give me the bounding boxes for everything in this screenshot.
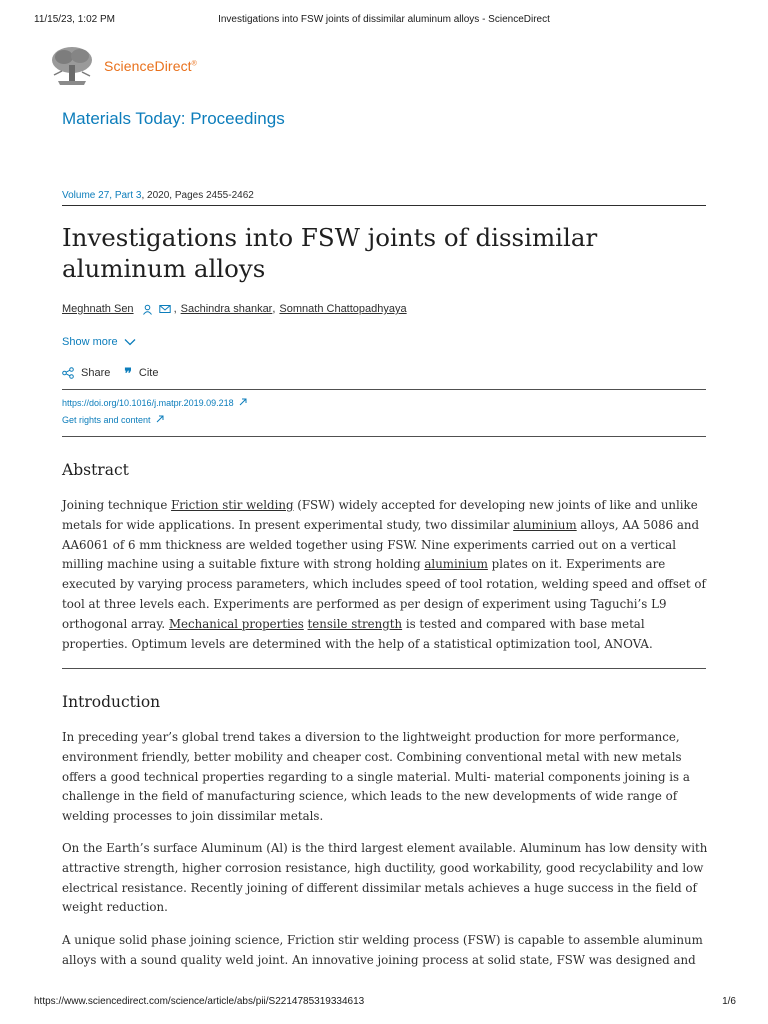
- author-link[interactable]: Sachindra shankar: [180, 303, 273, 315]
- divider: [62, 668, 706, 669]
- external-link-icon: [239, 398, 247, 406]
- share-label: Share: [81, 367, 111, 379]
- show-more-label: Show more: [62, 336, 118, 348]
- person-icon[interactable]: [142, 304, 153, 315]
- abstract-text: Joining technique Friction stir welding (FSW) widely accepted for developing new joints of like and unlike metals for wide applications. In present experimental study, two dissimilar aluminium alloys, AA 5086 and AA6061 of 6 mm thickness are welded together using FSW. Nine experiments carried out on a vertical milling machine using a suitable fixture with strong holding aluminium plates on it. Experiments are executed by varying process parameters, which includes speed of tool rotation, welding speed and offset of tool at three levels each. Experiments are performed as per design of experiment using Taguchi’s L9 orthogonal array. Mechanical properties tensile strength is tested and compared with base metal properties. Optimum levels are determined with the help of a statistical optimization tool, ANOVA.: [62, 498, 706, 651]
- volume-link[interactable]: Volume 27, Part 3: [62, 190, 142, 201]
- volume-pages: , 2020, Pages 2455-2462: [141, 190, 254, 201]
- author-separator: ,: [173, 303, 177, 315]
- divider: [62, 389, 706, 390]
- journal-title-link[interactable]: Materials Today: Proceedings: [62, 109, 285, 128]
- author-separator: ,: [272, 303, 276, 315]
- keyword-link[interactable]: Mechanical properties: [168, 616, 304, 631]
- author-list: [62, 303, 407, 315]
- print-url: https://www.sciencedirect.com/science/article/abs/pii/S2214785319334613: [34, 996, 365, 1007]
- share-icon: [62, 367, 74, 379]
- keyword-link[interactable]: Friction stir welding: [171, 498, 294, 512]
- intro-paragraph: In preceding year’s global trend takes a diversion to the lightweight production for more performance, environment friendly, better mobility and cheaper cost. Combining conventional metal with new metals offers a good technical properties regarding to a single material. Multi- material components joining is a challenge in the field of manufacturing science, which leads to the new developments of wide range of welding processes to join dissimilar metals.: [62, 730, 690, 824]
- share-button[interactable]: [62, 367, 110, 379]
- print-datetime: 11/15/23, 1:02 PM: [34, 14, 115, 25]
- page-number: 1/6: [722, 996, 736, 1007]
- author-link[interactable]: Somnath Chattopadhyaya: [279, 303, 407, 315]
- elsevier-tree-icon: [48, 45, 96, 87]
- keyword-link[interactable]: tensile strength: [307, 616, 403, 631]
- site-logo[interactable]: [48, 44, 197, 88]
- divider: [62, 205, 706, 206]
- brand-name: ScienceDirect®: [104, 58, 197, 74]
- keyword-link[interactable]: aluminium: [513, 517, 577, 532]
- print-header: [0, 14, 768, 28]
- divider: [62, 436, 706, 437]
- intro-paragraph: On the Earth’s surface Aluminum (Al) is the third largest element available. Aluminum has low density with attractive strength, higher corrosion resistance, high ductility, good workability, good recyclability and low electrical resistance. Recently joining of different dissimilar metals achieves a huge success in the field of weight reduction.: [62, 841, 708, 915]
- article-title: Investigations into FSW joints of dissimilar aluminum alloys: [62, 223, 598, 283]
- show-more-button[interactable]: [62, 336, 136, 348]
- cite-button[interactable]: [124, 367, 158, 379]
- rights-link[interactable]: Get rights and content: [62, 415, 164, 425]
- keyword-link[interactable]: aluminium: [424, 557, 488, 572]
- cite-label: Cite: [138, 367, 159, 379]
- doi-link[interactable]: https://doi.org/10.1016/j.matpr.2019.09.218: [62, 398, 247, 408]
- print-footer: [0, 996, 768, 1010]
- chevron-down-icon: [124, 338, 136, 346]
- email-icon[interactable]: [159, 304, 171, 314]
- quote-icon: ❞: [124, 365, 132, 381]
- author-link[interactable]: Meghnath Sen: [62, 303, 134, 315]
- intro-paragraph: A unique solid phase joining science, Friction stir welding process (FSW) is capable to assemble aluminum alloys with a sound quality weld joint. An innovative joining process at solid state, FSW was designed and: [62, 933, 703, 967]
- article-actions: [62, 367, 172, 379]
- introduction-heading: Introduction: [62, 693, 161, 711]
- abstract-heading: Abstract: [62, 461, 129, 479]
- volume-info: [62, 190, 254, 201]
- print-page-title: Investigations into FSW joints of dissimilar aluminum alloys - ScienceDirect: [218, 14, 550, 25]
- external-link-icon: [156, 415, 164, 423]
